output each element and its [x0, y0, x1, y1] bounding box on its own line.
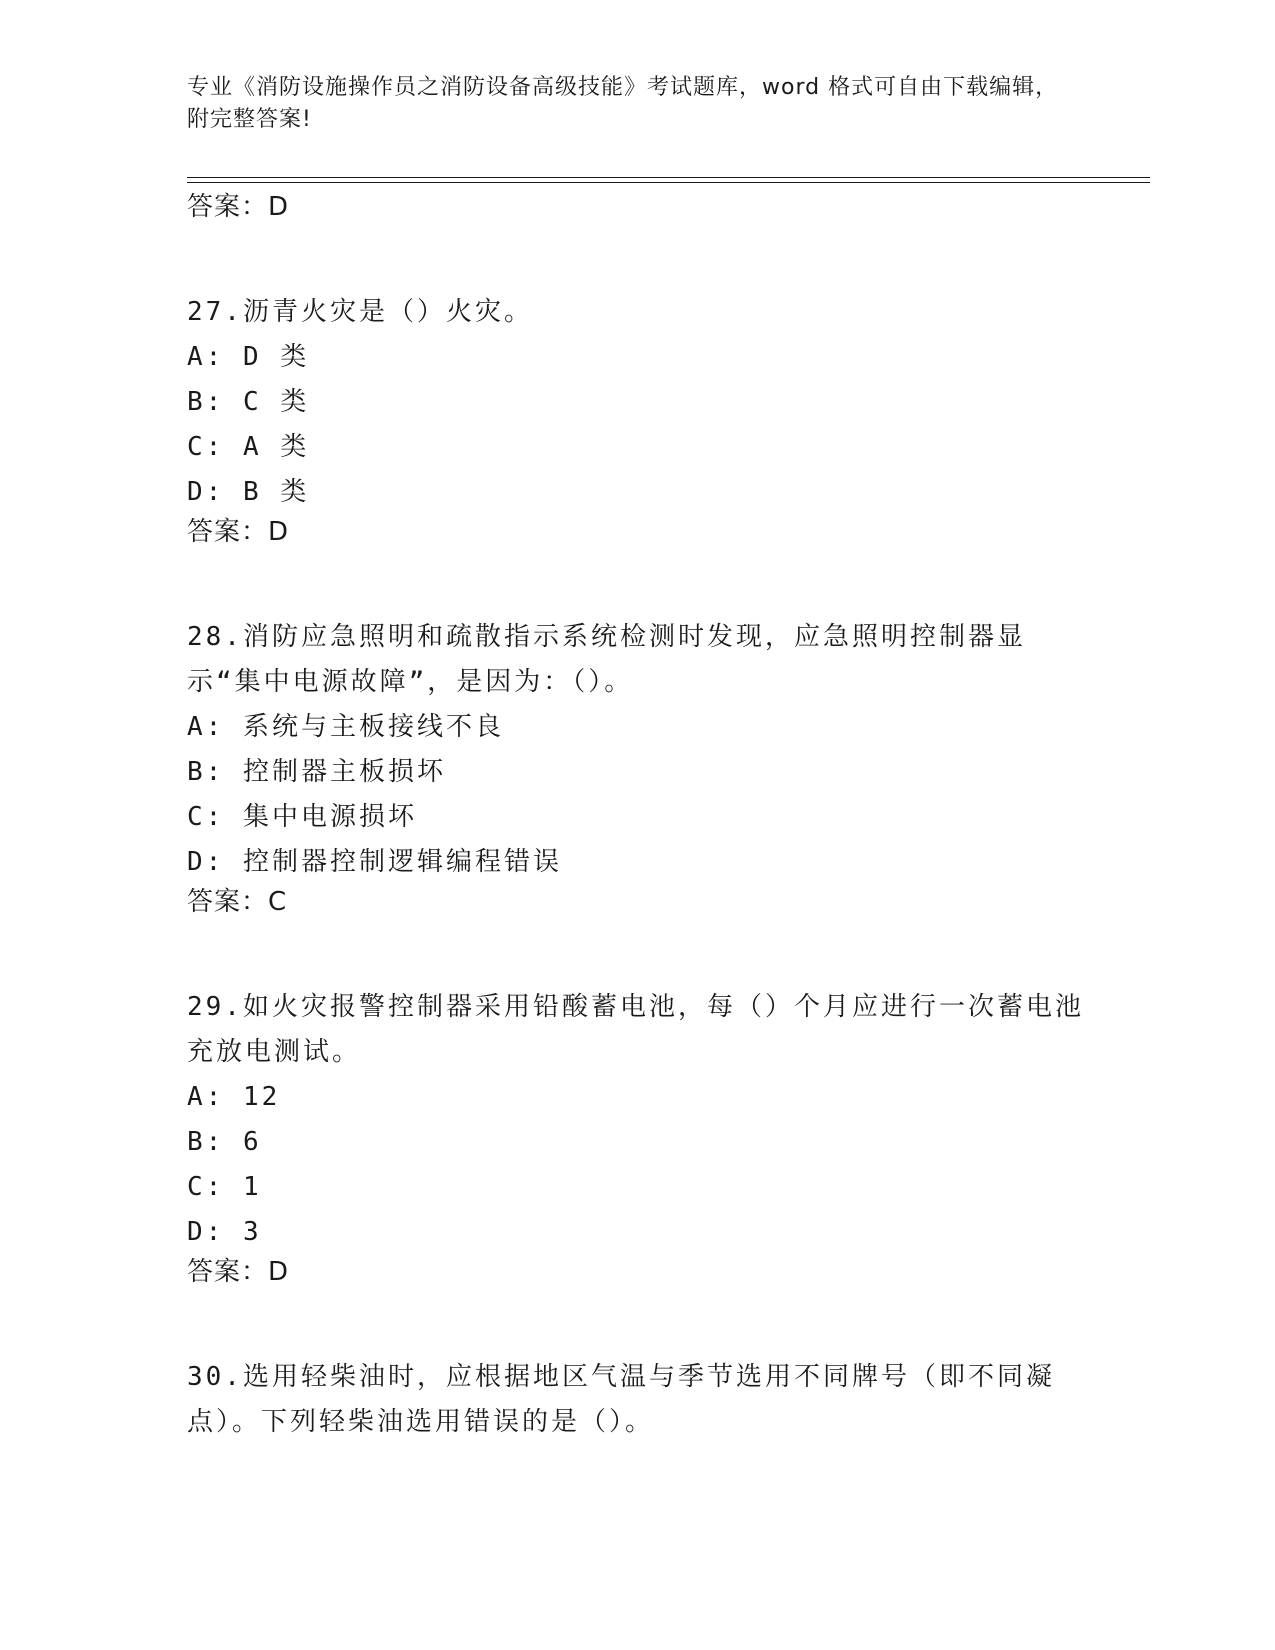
question-29 — [187, 985, 1087, 1301]
question-28-option-c: C: 集中电源损坏 — [187, 802, 417, 832]
question-28-option-b: B: 控制器主板损坏 — [187, 757, 446, 787]
answer-27: 答案：D — [187, 517, 290, 547]
header-rule-bottom — [187, 182, 1150, 183]
question-29-option-d: D: 3 — [187, 1217, 262, 1247]
question-29-option-c: C: 1 — [187, 1172, 262, 1202]
question-28 — [187, 615, 1087, 931]
question-30-text: 30.选用轻柴油时，应根据地区气温与季节选用不同牌号（即不同凝点）。下列轻柴油选用错误的是（）。 — [187, 1362, 1055, 1437]
answer-26: 答案：D — [187, 192, 290, 222]
question-29-option-b: B: 6 — [187, 1127, 262, 1157]
question-29-text: 29.如火灾报警控制器采用铅酸蓄电池，每（）个月应进行一次蓄电池充放电测试。 — [187, 992, 1084, 1067]
answer-29: 答案：D — [187, 1257, 290, 1287]
question-27-option-c: C: A 类 — [187, 432, 310, 462]
question-27-option-a: A: D 类 — [187, 342, 310, 372]
question-28-option-a: A: 系统与主板接线不良 — [187, 712, 504, 742]
question-list — [187, 190, 1087, 1445]
answer-28: 答案：C — [187, 887, 288, 917]
question-27-text: 27.沥青火灾是（）火灾。 — [187, 297, 533, 327]
question-29-option-a: A: 12 — [187, 1082, 281, 1112]
question-27 — [187, 290, 1087, 561]
header-rule-top — [187, 177, 1150, 178]
document-header: 专业《消防设施操作员之消防设备高级技能》考试题库，word 格式可自由下载编辑，附完整答案! — [187, 75, 1059, 132]
question-30 — [187, 1355, 1087, 1445]
question-28-option-d: D: 控制器控制逻辑编程错误 — [187, 847, 562, 877]
question-27-option-b: B: C 类 — [187, 387, 310, 417]
question-28-text: 28.消防应急照明和疏散指示系统检测时发现，应急照明控制器显示“集中电源故障”，是因为：（）。 — [187, 622, 1026, 697]
question-27-option-d: D: B 类 — [187, 477, 310, 507]
